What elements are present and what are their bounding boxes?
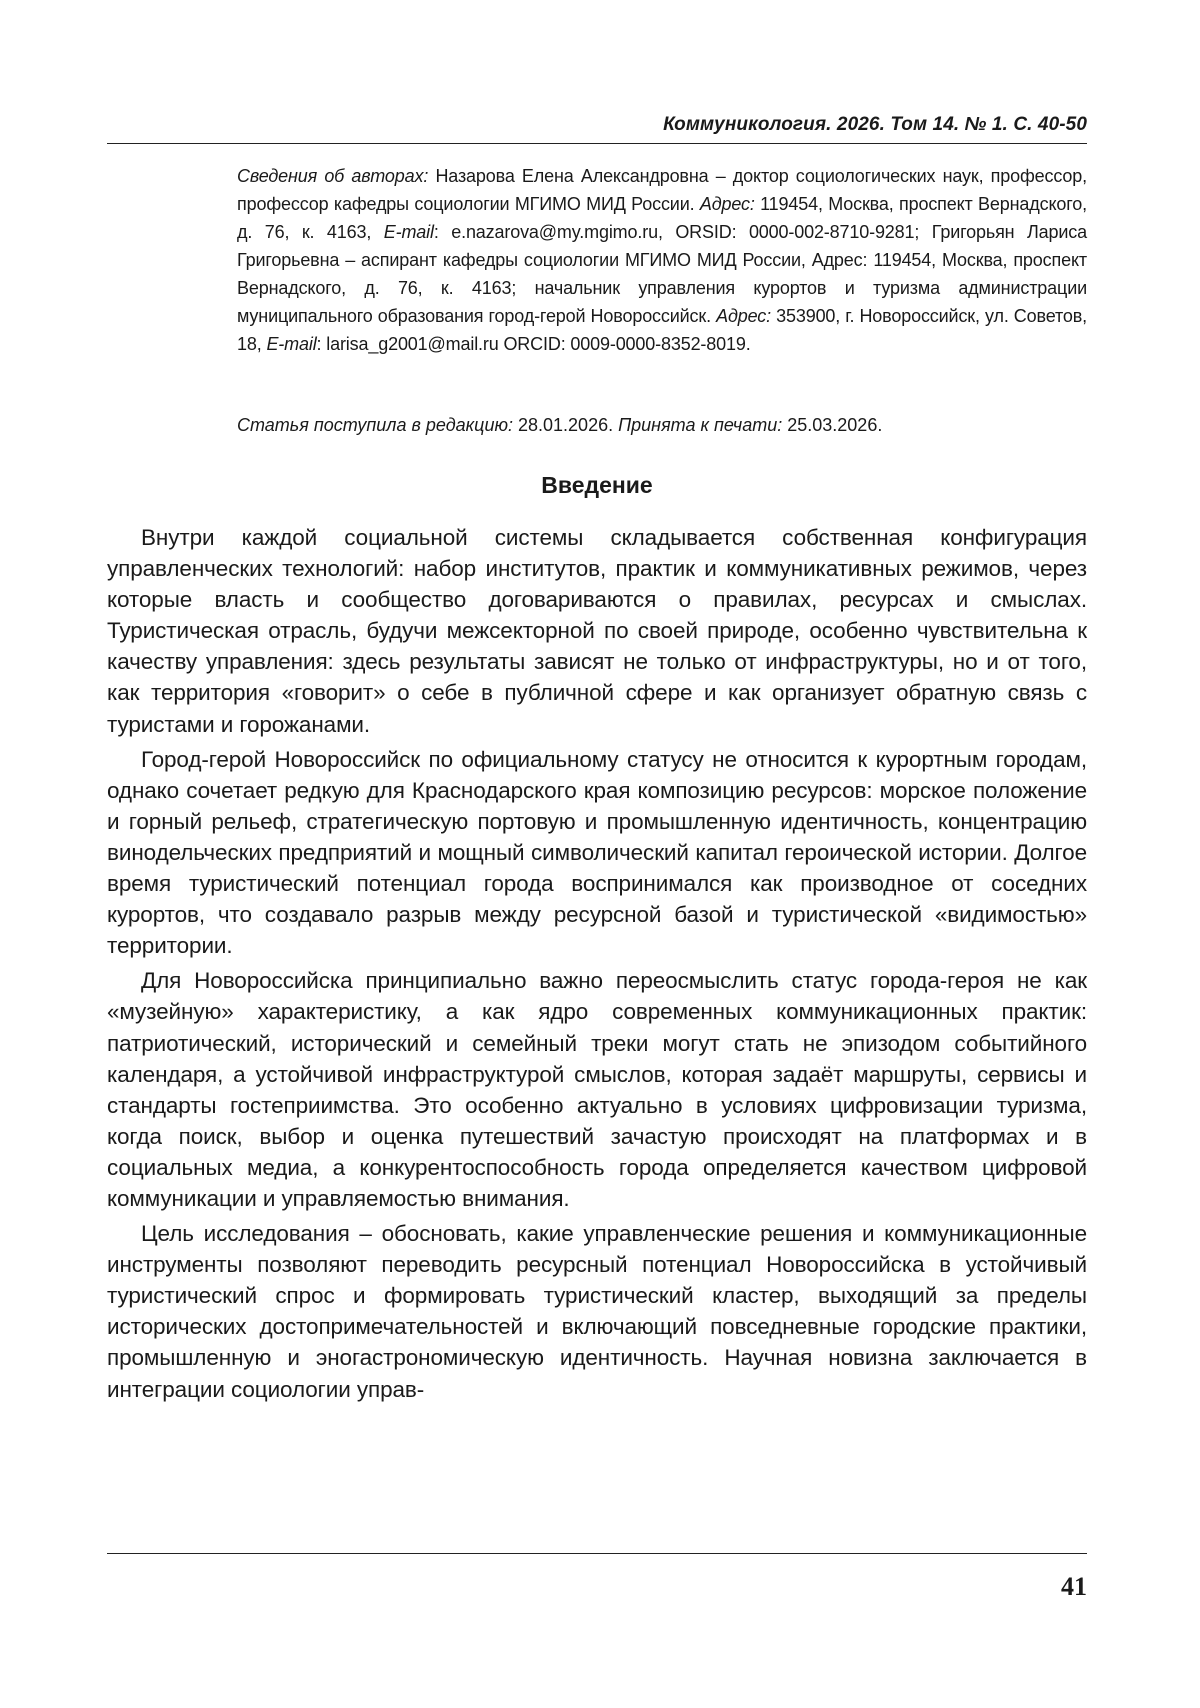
footer-divider: [107, 1553, 1087, 1554]
authors-text-5: : larisa_g2001@mail.ru ORCID: 0009-0000-8352-8019.: [316, 334, 751, 354]
paragraph: Для Новороссийска принципиально важно переосмыслить статус города-героя не как «музейную» характеристику, а как ядро современных коммуникационных практик: патриотический, исторический и семейный треки могут стать не эпизодом событийного календаря, а устойчивой инфраструктурой смыслов, которая задаёт маршруты, сервисы и стандарты гостеприимства. Это особенно актуально в условиях цифровизации туризма, когда поиск, выбор и оценка путешествий зачастую происходят на платформах и в социальных медиа, а конкурентоспособность города определяется качеством цифровой коммуникации и управляемостью внимания.: [107, 968, 1087, 1211]
paragraph: Город-герой Новороссийск по официальному статусу не относится к курортным городам, однако сочетает редкую для Краснодарского края композицию ресурсов: морское положение и горный рельеф, стратегическую портовую и промышленную идентичность, концентрацию винодельческих предприятий и мощный символический капитал героической истории. Долгое время туристический потенциал города воспринимался как производное от соседних курортов, что создавало разрыв между ресурсной базой и туристической «видимостью» территории.: [107, 746, 1087, 959]
authors-text-4: 353900, г. Новороссийск, ул. Советов, 18,: [237, 306, 1087, 354]
accepted-label: Принята к печати:: [618, 415, 783, 435]
authors-text-2: 119454, Москва, проспект Вернадского, д. 76, к. 4163,: [237, 194, 1087, 242]
received-date: 28.01.2026.: [513, 415, 619, 435]
submission-dates: [237, 411, 1087, 439]
paragraph: Цель исследования – обосновать, какие управленческие решения и коммуникационные инструменты позволяют переводить ресурсный потенциал Новороссийска в устойчивый туристический спрос и формировать туристический кластер, выходящий за пределы исторических достопримечательностей и включающий повседневные городские практики, промышленную и эногастрономическую идентичность. Научная новизна заключается в интеграции социологии управ-: [107, 1221, 1087, 1402]
authors-text-1: Назарова Елена Александровна – доктор социологических наук, профессор, профессор кафедры социологии МГИМО МИД России.: [237, 166, 1087, 214]
body-text: [107, 522, 1087, 1409]
section-title: Введение: [541, 472, 653, 498]
address-label-2: Адрес:: [716, 306, 771, 326]
running-header: Коммуникология. 2026. Том 14. № 1. С. 40-50: [663, 114, 1087, 135]
email-label: E-mail: [383, 222, 434, 242]
page-number: 41: [1061, 1572, 1087, 1601]
paragraph: Внутри каждой социальной системы складывается собственная конфигурация управленческих технологий: набор институтов, практик и коммуникативных режимов, через которые власть и сообщество договариваются о правилах, ресурсах и смыслах. Туристическая отрасль, будучи межсекторной по своей природе, особенно чувствительна к качеству управления: здесь результаты зависят не только от инфраструктуры, но и от того, как территория «говорит» о себе в публичной сфере и как организует обратную связь с туристами и горожанами.: [107, 525, 1087, 737]
authors-info: [237, 162, 1087, 358]
email-label-2: E-mail: [266, 334, 317, 354]
authors-label: Сведения об авторах:: [237, 166, 429, 186]
address-label: Адрес:: [699, 194, 755, 214]
authors-text-3: : e.nazarova@my.mgimo.ru, ORSID: 0000-002-8710-9281; Григорьян Лариса Григорьевна – аспирант кафедры социологии МГИМО МИД России, Адрес: 119454, Москва, проспект Вернадского, д. 76, к. 4163; начальник управления курортов и туризма администрации муниципального образования город-герой Новороссийск.: [237, 222, 1087, 326]
accepted-date: 25.03.2026.: [782, 415, 883, 435]
header-divider: [107, 143, 1087, 144]
received-label: Статья поступила в редакцию:: [237, 415, 513, 435]
